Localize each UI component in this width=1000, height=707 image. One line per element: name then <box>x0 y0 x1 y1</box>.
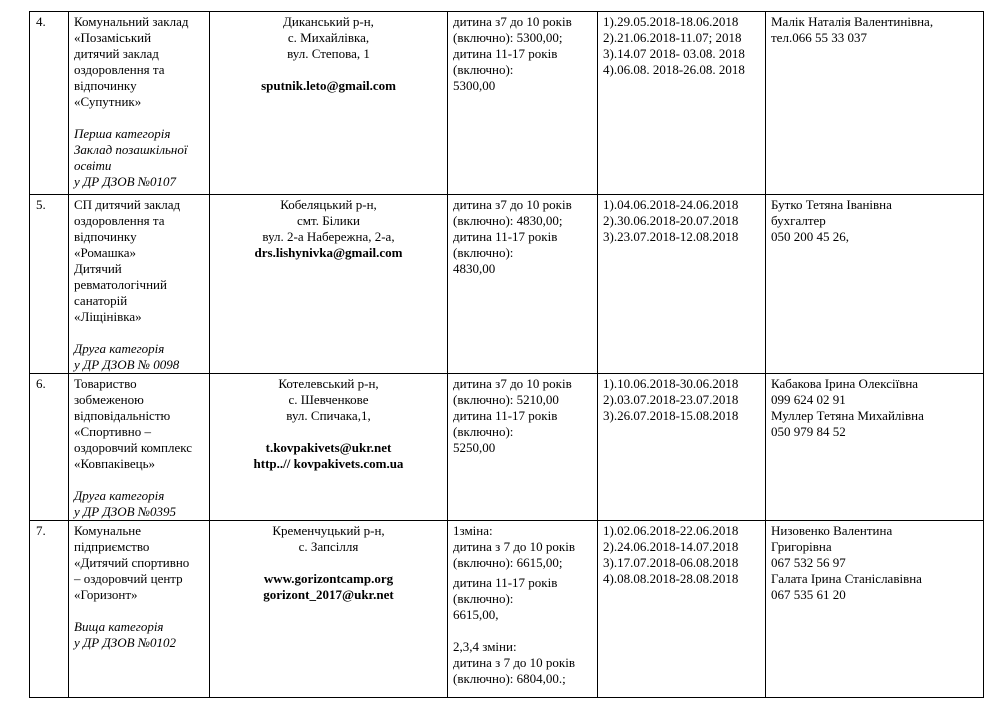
contact-cell: Бутко Тетяна Іванівна бухгалтер 050 200 45 26, <box>766 195 984 374</box>
address-cell: Кобеляцький р-н, смт. Білики вул. 2-а Набережна, 2-а, drs.lishynivka@gmail.com <box>210 195 448 374</box>
row-number: 4. <box>30 12 69 195</box>
contact-cell: Кабакова Ірина Олексіївна 099 624 02 91 Муллер Тетяна Михайлівна 050 979 84 52 <box>766 374 984 521</box>
email-link[interactable]: t.kovpakivets@ukr.net <box>265 440 392 455</box>
address-cell: Котелевський р-н, с. Шевченкове вул. Спичака,1, t.kovpakivets@ukr.net http..// kovpakivets.com.ua <box>210 374 448 521</box>
category-label: Друга категорія <box>74 341 165 356</box>
table-row <box>30 521 984 698</box>
price-cell: дитина з7 до 10 років (включно): 5300,00; дитина 11-17 років (включно): 5300,00 <box>448 12 598 195</box>
table-row <box>30 374 984 521</box>
periods-cell: 1).02.06.2018-22.06.2018 2).24.06.2018-14.07.2018 3).17.07.2018-06.08.2018 4).08.08.2018-28.08.2018 <box>598 521 766 698</box>
periods-cell: 1).04.06.2018-24.06.2018 2).30.06.2018-20.07.2018 3).23.07.2018-12.08.2018 <box>598 195 766 374</box>
row-number: 6. <box>30 374 69 521</box>
email-link[interactable]: sputnik.leto@gmail.com <box>261 78 396 93</box>
camp-name-cell: Комунальне підприємство «Дитячий спортивно – оздоровчий центр «Горизонт» Вища категорія у ДР ДЗОВ №0102 <box>69 521 210 698</box>
category-label: Вища категорія <box>74 619 164 634</box>
email-link[interactable]: drs.lishynivka@gmail.com <box>254 245 403 260</box>
camp-name-cell: СП дитячий заклад оздоровлення та відпочинку «Ромашка» Дитячий ревматологічний санаторій «Ліщінівка» Друга категорія у ДР ДЗОВ № 0098 <box>69 195 210 374</box>
address-cell: Диканський р-н, с. Михайлівка, вул. Степова, 1 sputnik.leto@gmail.com <box>210 12 448 195</box>
table-row <box>30 12 984 195</box>
camp-name-cell: Товариство зобмеженою відповідальністю «Спортивно – оздоровчий комплекс «Ковпаківець» Друга категорія у ДР ДЗОВ №0395 <box>69 374 210 521</box>
email-link[interactable]: gorizont_2017@ukr.net <box>263 587 394 602</box>
category-label: Перша категорія <box>74 126 171 141</box>
contact-cell: Низовенко Валентина Григорівна 067 532 56 97 Галата Ірина Станіславівна 067 535 61 20 <box>766 521 984 698</box>
price-cell: дитина з7 до 10 років (включно): 4830,00; дитина 11-17 років (включно): 4830,00 <box>448 195 598 374</box>
row-number: 5. <box>30 195 69 374</box>
row-number: 7. <box>30 521 69 698</box>
website-link[interactable]: http..// kovpakivets.com.ua <box>253 456 404 471</box>
periods-cell: 1).10.06.2018-30.06.2018 2).03.07.2018-23.07.2018 3).26.07.2018-15.08.2018 <box>598 374 766 521</box>
price-cell: 1зміна: дитина з 7 до 10 років (включно): 6615,00; дитина 11-17 років (включно): 6615,00, 2,3,4 зміни: дитина з 7 до 10 років (включно): 6804,00.; <box>448 521 598 698</box>
contact-cell: Малік Наталія Валентинівна, тел.066 55 33 037 <box>766 12 984 195</box>
website-link[interactable]: www.gorizontcamp.org <box>263 571 394 586</box>
address-cell: Кременчуцький р-н, с. Запсілля www.gorizontcamp.org gorizont_2017@ukr.net <box>210 521 448 698</box>
periods-cell: 1).29.05.2018-18.06.2018 2).21.06.2018-11.07; 2018 3).14.07 2018- 03.08. 2018 4).06.08. 2018-26.08. 2018 <box>598 12 766 195</box>
category-label: Друга категорія <box>74 488 165 503</box>
camps-table <box>29 11 984 698</box>
price-cell: дитина з7 до 10 років (включно): 5210,00 дитина 11-17 років (включно): 5250,00 <box>448 374 598 521</box>
camp-name-cell: Комунальний заклад «Позаміський дитячий заклад оздоровлення та відпочинку «Супутник» Перша категорія Заклад позашкільної освіти у ДР ДЗОВ №0107 <box>69 12 210 195</box>
table-row <box>30 195 984 374</box>
